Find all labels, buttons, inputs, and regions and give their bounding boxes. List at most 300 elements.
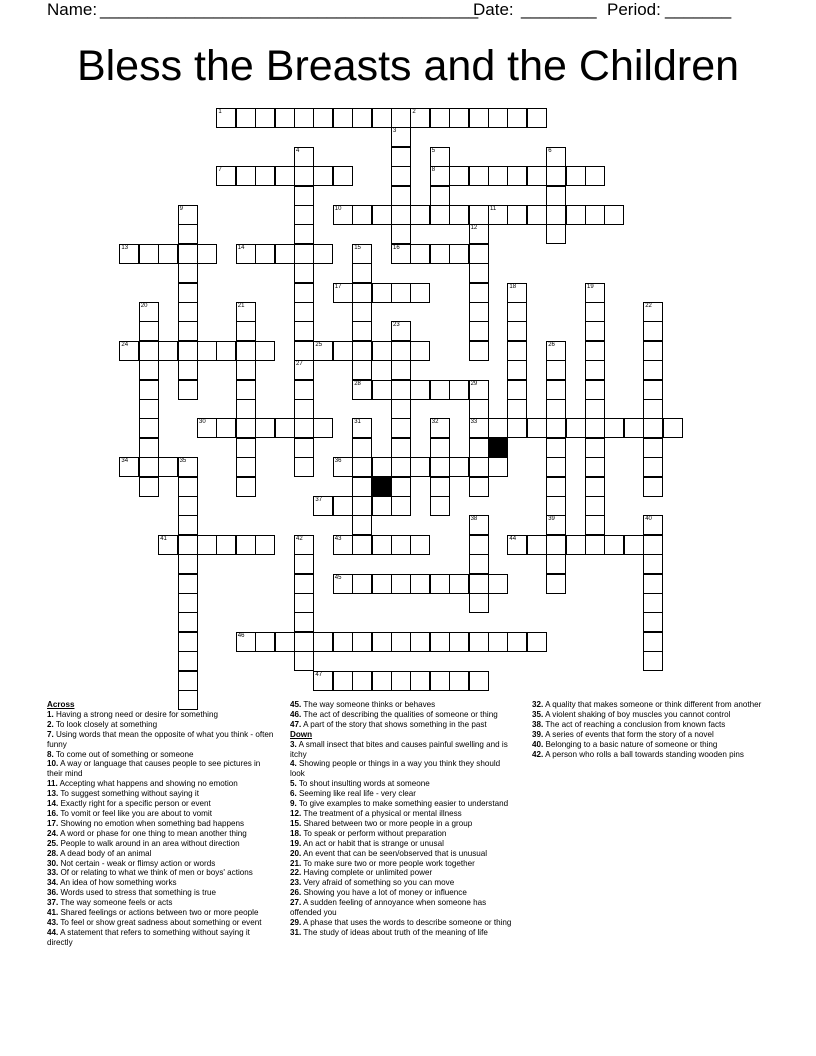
crossword-cell[interactable] [643,360,663,380]
crossword-cell[interactable] [527,205,547,225]
crossword-cell[interactable] [255,632,275,652]
crossword-cell[interactable] [469,418,489,438]
crossword-cell[interactable] [333,574,353,594]
crossword-cell[interactable] [410,283,430,303]
date-field[interactable]: ________ [521,0,597,19]
crossword-cell[interactable] [236,341,256,361]
crossword-cell[interactable] [294,554,314,574]
crossword-cell[interactable] [178,302,198,322]
crossword-cell[interactable] [352,263,372,283]
crossword-cell[interactable] [139,360,159,380]
crossword-cell[interactable] [139,457,159,477]
crossword-cell[interactable] [294,438,314,458]
crossword-cell[interactable] [294,574,314,594]
crossword-cell[interactable] [391,632,411,652]
crossword-cell[interactable] [410,244,430,264]
crossword-cell[interactable] [643,515,663,535]
crossword-cell[interactable] [585,302,605,322]
crossword-cell[interactable] [158,341,178,361]
crossword-cell[interactable] [313,496,333,516]
crossword-cell[interactable] [449,457,469,477]
crossword-cell[interactable] [449,244,469,264]
crossword-cell[interactable] [391,574,411,594]
crossword-cell[interactable] [352,515,372,535]
crossword-cell[interactable] [372,283,392,303]
crossword-cell[interactable] [430,632,450,652]
crossword-cell[interactable] [178,244,198,264]
crossword-cell[interactable] [546,574,566,594]
crossword-cell[interactable] [294,224,314,244]
crossword-cell[interactable] [294,593,314,613]
crossword-cell[interactable] [566,535,586,555]
crossword-cell[interactable] [546,418,566,438]
crossword-cell[interactable] [178,496,198,516]
crossword-cell[interactable] [178,612,198,632]
crossword-cell[interactable] [333,535,353,555]
period-field[interactable]: _______ [665,0,732,19]
crossword-cell[interactable] [139,438,159,458]
crossword-cell[interactable] [507,205,527,225]
crossword-cell[interactable] [294,263,314,283]
crossword-cell[interactable] [643,593,663,613]
crossword-cell[interactable] [294,535,314,555]
crossword-cell[interactable] [391,438,411,458]
crossword-cell[interactable] [585,341,605,361]
crossword-cell[interactable] [643,554,663,574]
crossword-cell[interactable] [216,418,236,438]
crossword-cell[interactable] [197,418,217,438]
crossword-cell[interactable] [546,554,566,574]
crossword-cell[interactable] [352,341,372,361]
crossword-cell[interactable] [585,418,605,438]
crossword-cell[interactable] [391,360,411,380]
crossword-cell[interactable] [507,166,527,186]
crossword-cell[interactable] [643,477,663,497]
crossword-cell[interactable] [333,341,353,361]
crossword-cell[interactable] [139,418,159,438]
crossword-cell[interactable] [236,108,256,128]
crossword-cell[interactable] [391,477,411,497]
crossword-cell[interactable] [139,244,159,264]
crossword-cell[interactable] [643,612,663,632]
crossword-cell[interactable] [430,574,450,594]
crossword-cell[interactable] [236,399,256,419]
crossword-cell[interactable] [255,166,275,186]
crossword-cell[interactable] [216,341,236,361]
crossword-cell[interactable] [585,360,605,380]
crossword-cell[interactable] [236,457,256,477]
crossword-cell[interactable] [333,457,353,477]
crossword-cell[interactable] [352,302,372,322]
crossword-cell[interactable] [236,302,256,322]
crossword-cell[interactable] [391,166,411,186]
crossword-cell[interactable] [430,418,450,438]
crossword-cell[interactable] [469,535,489,555]
crossword-cell[interactable] [178,360,198,380]
crossword-cell[interactable] [546,380,566,400]
crossword-cell[interactable] [294,341,314,361]
crossword-cell[interactable] [585,457,605,477]
crossword-cell[interactable] [469,554,489,574]
crossword-cell[interactable] [391,205,411,225]
crossword-cell[interactable] [139,380,159,400]
crossword-cell[interactable] [663,418,683,438]
crossword-cell[interactable] [236,360,256,380]
crossword-cell[interactable] [333,632,353,652]
crossword-cell[interactable] [604,535,624,555]
crossword-cell[interactable] [469,477,489,497]
crossword-cell[interactable] [178,671,198,691]
crossword-cell[interactable] [430,108,450,128]
crossword-cell[interactable] [178,515,198,535]
crossword-cell[interactable] [604,205,624,225]
crossword-cell[interactable] [643,651,663,671]
crossword-cell[interactable] [469,671,489,691]
crossword-cell[interactable] [294,651,314,671]
crossword-cell[interactable] [352,360,372,380]
crossword-cell[interactable] [178,205,198,225]
crossword-cell[interactable] [469,283,489,303]
crossword-cell[interactable] [643,632,663,652]
crossword-cell[interactable] [178,554,198,574]
crossword-cell[interactable] [294,186,314,206]
crossword-cell[interactable] [566,166,586,186]
crossword-cell[interactable] [139,302,159,322]
crossword-cell[interactable] [352,380,372,400]
crossword-cell[interactable] [178,224,198,244]
crossword-cell[interactable] [469,515,489,535]
crossword-cell[interactable] [507,341,527,361]
crossword-cell[interactable] [119,341,139,361]
crossword-cell[interactable] [585,477,605,497]
crossword-cell[interactable] [294,612,314,632]
crossword-cell[interactable] [643,380,663,400]
crossword-cell[interactable] [410,574,430,594]
crossword-cell[interactable] [391,380,411,400]
crossword-cell[interactable] [546,205,566,225]
crossword-cell[interactable] [391,535,411,555]
crossword-cell[interactable] [236,166,256,186]
crossword-cell[interactable] [430,380,450,400]
crossword-cell[interactable] [352,108,372,128]
crossword-cell[interactable] [430,477,450,497]
crossword-cell[interactable] [430,186,450,206]
crossword-cell[interactable] [294,147,314,167]
crossword-cell[interactable] [585,321,605,341]
crossword-cell[interactable] [236,321,256,341]
crossword-cell[interactable] [624,418,644,438]
crossword-cell[interactable] [391,244,411,264]
crossword-cell[interactable] [546,515,566,535]
crossword-cell[interactable] [410,671,430,691]
crossword-cell[interactable] [372,108,392,128]
crossword-cell[interactable] [507,283,527,303]
crossword-cell[interactable] [449,671,469,691]
crossword-cell[interactable] [585,283,605,303]
crossword-cell[interactable] [546,399,566,419]
crossword-cell[interactable] [643,302,663,322]
crossword-cell[interactable] [352,438,372,458]
crossword-cell[interactable] [469,321,489,341]
crossword-cell[interactable] [119,244,139,264]
crossword-cell[interactable] [391,399,411,419]
crossword-cell[interactable] [585,205,605,225]
crossword-cell[interactable] [624,535,644,555]
crossword-cell[interactable] [469,108,489,128]
crossword-cell[interactable] [255,244,275,264]
crossword-cell[interactable] [430,671,450,691]
crossword-cell[interactable] [410,632,430,652]
crossword-cell[interactable] [119,457,139,477]
crossword-cell[interactable] [294,380,314,400]
crossword-cell[interactable] [546,166,566,186]
crossword-cell[interactable] [372,671,392,691]
crossword-cell[interactable] [585,380,605,400]
crossword-cell[interactable] [255,535,275,555]
crossword-cell[interactable] [352,496,372,516]
crossword-cell[interactable] [178,263,198,283]
crossword-cell[interactable] [585,496,605,516]
crossword-cell[interactable] [643,418,663,438]
crossword-cell[interactable] [391,186,411,206]
crossword-cell[interactable] [313,418,333,438]
crossword-cell[interactable] [488,418,508,438]
crossword-cell[interactable] [546,457,566,477]
crossword-cell[interactable] [430,457,450,477]
crossword-cell[interactable] [313,108,333,128]
crossword-cell[interactable] [585,515,605,535]
crossword-cell[interactable] [178,321,198,341]
crossword-cell[interactable] [255,341,275,361]
crossword-cell[interactable] [333,166,353,186]
crossword-cell[interactable] [449,108,469,128]
crossword-cell[interactable] [546,535,566,555]
crossword-cell[interactable] [333,283,353,303]
crossword-cell[interactable] [585,535,605,555]
crossword-cell[interactable] [391,418,411,438]
crossword-cell[interactable] [391,321,411,341]
crossword-cell[interactable] [352,477,372,497]
crossword-cell[interactable] [585,399,605,419]
crossword-cell[interactable] [488,166,508,186]
crossword-cell[interactable] [566,205,586,225]
crossword-cell[interactable] [488,108,508,128]
crossword-cell[interactable] [430,438,450,458]
crossword-cell[interactable] [410,380,430,400]
crossword-cell[interactable] [294,399,314,419]
crossword-cell[interactable] [313,671,333,691]
crossword-cell[interactable] [643,438,663,458]
crossword-cell[interactable] [643,457,663,477]
crossword-cell[interactable] [469,244,489,264]
crossword-cell[interactable] [391,671,411,691]
crossword-cell[interactable] [391,224,411,244]
crossword-cell[interactable] [527,535,547,555]
crossword-cell[interactable] [469,380,489,400]
crossword-cell[interactable] [333,108,353,128]
crossword-cell[interactable] [352,418,372,438]
crossword-cell[interactable] [488,632,508,652]
crossword-cell[interactable] [236,632,256,652]
crossword-cell[interactable] [469,593,489,613]
crossword-cell[interactable] [469,205,489,225]
crossword-cell[interactable] [643,399,663,419]
crossword-cell[interactable] [507,380,527,400]
crossword-cell[interactable] [255,108,275,128]
crossword-cell[interactable] [391,147,411,167]
crossword-cell[interactable] [410,108,430,128]
crossword-cell[interactable] [139,477,159,497]
crossword-cell[interactable] [449,205,469,225]
crossword-cell[interactable] [294,457,314,477]
crossword-cell[interactable] [294,244,314,264]
crossword-cell[interactable] [294,418,314,438]
crossword-cell[interactable] [585,166,605,186]
crossword-cell[interactable] [313,244,333,264]
crossword-cell[interactable] [178,477,198,497]
crossword-cell[interactable] [449,166,469,186]
crossword-cell[interactable] [139,341,159,361]
crossword-cell[interactable] [372,457,392,477]
crossword-cell[interactable] [643,535,663,555]
crossword-cell[interactable] [352,671,372,691]
crossword-cell[interactable] [391,127,411,147]
crossword-cell[interactable] [372,341,392,361]
crossword-cell[interactable] [372,574,392,594]
crossword-cell[interactable] [469,457,489,477]
crossword-cell[interactable] [352,244,372,264]
crossword-cell[interactable] [449,380,469,400]
crossword-cell[interactable] [216,166,236,186]
crossword-cell[interactable] [197,244,217,264]
crossword-cell[interactable] [372,380,392,400]
crossword-cell[interactable] [391,283,411,303]
crossword-cell[interactable] [197,535,217,555]
crossword-cell[interactable] [469,632,489,652]
crossword-cell[interactable] [178,535,198,555]
crossword-cell[interactable] [527,632,547,652]
crossword-cell[interactable] [469,399,489,419]
crossword-cell[interactable] [566,418,586,438]
crossword-cell[interactable] [430,205,450,225]
crossword-cell[interactable] [158,535,178,555]
crossword-cell[interactable] [391,496,411,516]
crossword-cell[interactable] [178,651,198,671]
crossword-cell[interactable] [236,380,256,400]
crossword-cell[interactable] [546,438,566,458]
crossword-cell[interactable] [430,147,450,167]
crossword-cell[interactable] [507,418,527,438]
crossword-cell[interactable] [527,166,547,186]
crossword-cell[interactable] [527,108,547,128]
crossword-cell[interactable] [372,535,392,555]
crossword-cell[interactable] [275,418,295,438]
crossword-cell[interactable] [643,321,663,341]
crossword-cell[interactable] [469,341,489,361]
crossword-cell[interactable] [469,224,489,244]
crossword-cell[interactable] [430,496,450,516]
crossword-cell[interactable] [294,108,314,128]
crossword-cell[interactable] [216,108,236,128]
crossword-cell[interactable] [410,205,430,225]
crossword-cell[interactable] [449,632,469,652]
crossword-cell[interactable] [275,108,295,128]
crossword-cell[interactable] [236,244,256,264]
crossword-cell[interactable] [197,341,217,361]
name-field[interactable]: ________________________________________ [100,0,479,19]
crossword-cell[interactable] [488,205,508,225]
crossword-cell[interactable] [294,283,314,303]
crossword-cell[interactable] [313,166,333,186]
crossword-cell[interactable] [236,535,256,555]
crossword-cell[interactable] [585,438,605,458]
crossword-cell[interactable] [236,438,256,458]
crossword-cell[interactable] [488,574,508,594]
crossword-cell[interactable] [507,360,527,380]
crossword-cell[interactable] [352,535,372,555]
crossword-cell[interactable] [643,341,663,361]
crossword-cell[interactable] [469,302,489,322]
crossword-cell[interactable] [430,166,450,186]
crossword-cell[interactable] [391,341,411,361]
crossword-cell[interactable] [391,457,411,477]
crossword-cell[interactable] [333,671,353,691]
crossword-cell[interactable] [546,186,566,206]
crossword-cell[interactable] [604,418,624,438]
crossword-cell[interactable] [352,574,372,594]
crossword-cell[interactable] [352,457,372,477]
crossword-cell[interactable] [313,632,333,652]
crossword-cell[interactable] [643,574,663,594]
crossword-cell[interactable] [139,399,159,419]
crossword-cell[interactable] [178,574,198,594]
crossword-cell[interactable] [352,205,372,225]
crossword-cell[interactable] [449,574,469,594]
crossword-cell[interactable] [410,535,430,555]
crossword-cell[interactable] [352,321,372,341]
crossword-cell[interactable] [178,341,198,361]
crossword-cell[interactable] [158,244,178,264]
crossword-cell[interactable] [488,457,508,477]
crossword-cell[interactable] [372,632,392,652]
crossword-cell[interactable] [352,632,372,652]
crossword-cell[interactable] [294,205,314,225]
crossword-cell[interactable] [507,302,527,322]
crossword-cell[interactable] [546,224,566,244]
crossword-cell[interactable] [410,457,430,477]
crossword-cell[interactable] [546,360,566,380]
crossword-cell[interactable] [275,244,295,264]
crossword-cell[interactable] [507,632,527,652]
crossword-cell[interactable] [507,321,527,341]
crossword-cell[interactable] [236,418,256,438]
crossword-cell[interactable] [469,263,489,283]
crossword-cell[interactable] [469,574,489,594]
crossword-cell[interactable] [507,108,527,128]
crossword-cell[interactable] [410,341,430,361]
crossword-cell[interactable] [275,632,295,652]
crossword-cell[interactable] [178,457,198,477]
crossword-cell[interactable] [546,147,566,167]
crossword-cell[interactable] [178,283,198,303]
crossword-cell[interactable] [372,496,392,516]
crossword-cell[interactable] [294,166,314,186]
crossword-cell[interactable] [546,477,566,497]
crossword-cell[interactable] [352,283,372,303]
crossword-cell[interactable] [158,457,178,477]
crossword-cell[interactable] [294,321,314,341]
crossword-cell[interactable] [372,205,392,225]
